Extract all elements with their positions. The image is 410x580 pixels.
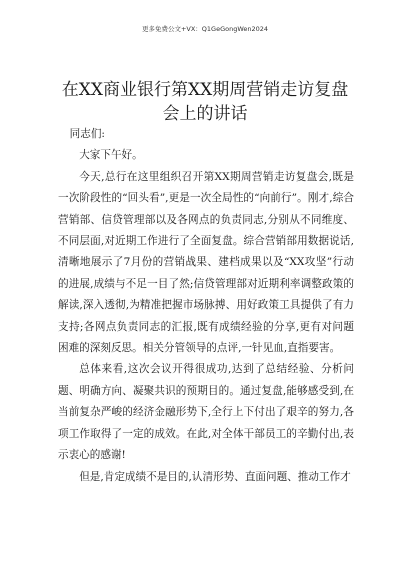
header-note: 更多免费公文+VX：Q1GeGongWen2024 [141,25,269,33]
paragraph-meeting-review: 今天,总行在这里组织召开第XX期周营销走访复盘会,既是一次阶段性的“回头看”,更是一次全局性的“向前行”。刚才,综合营销部、信贷管理部以及各网点的负责同志,分别从不同维度、不同层面,对近期工作进行了全面复盘。综合营销部用数据说话,清晰地展示了7月份的营销战果、建档成果以及“XX攻坚”行动的进展,成绩与不足一目了然;信贷管理部对近期利率调整政策的解读,深入透彻,为精准把握市场脉搏、用好政策工具提供了有力支持;各网点负责同志的汇报,既有成绩经验的分享,更有对问题困难的深刻反思。相关分管领导的点评,一针见血,直指要害。 [58,170,354,355]
document-body [58,124,354,488]
paragraph-greeting: 大家下午好。 [79,149,143,162]
paragraph-continuation: 但是,肯定成绩不是目的,认清形势、直面问题、推动工作才 [79,470,351,483]
salutation: 同志们: [69,128,106,140]
paragraph-summary: 总体来看,这次会议开得很成功,达到了总结经验、分析问题、明确方向、凝聚共识的预期目的。通过复盘,能够感受到,在当前复杂严峻的经济金融形势下,全行上下付出了艰辛的努力,各项工作取得了一定的成效。在此,对全体干部员工的辛勤付出,表示衷心的感谢! [58,363,354,462]
document-title: 在XX商业银行第XX期周营销走访复盘会上的讲话 [61,80,349,124]
